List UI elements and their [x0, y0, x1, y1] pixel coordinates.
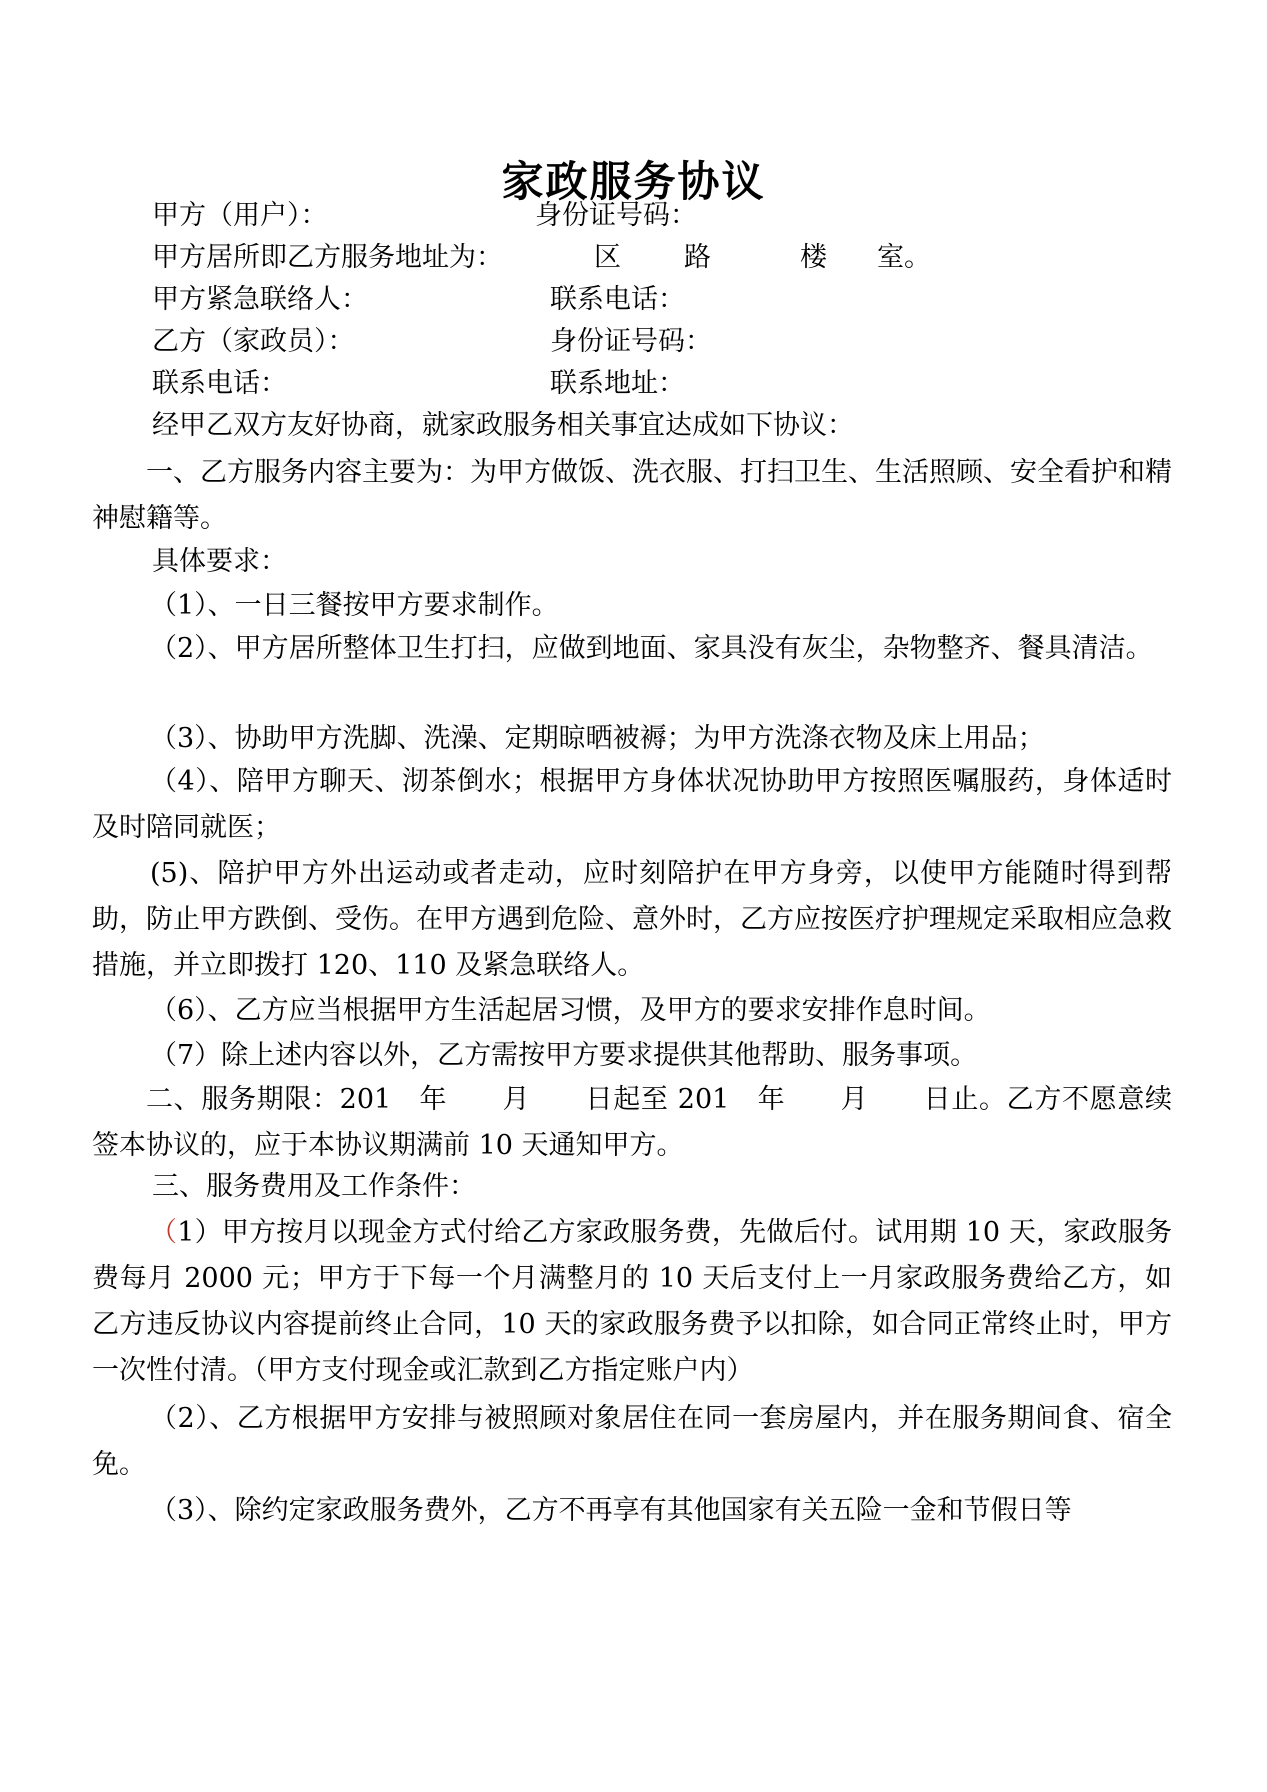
section-2-text: 二、服务期限：201 年 月 日起至 201 年 月 日止。乙方不愿意续签本协议的，应于本协议期满前 10 天通知甲方。	[92, 1084, 1172, 1161]
fee-item-1	[92, 1210, 1172, 1394]
address-room-label: 室。	[877, 242, 931, 273]
address-road-label: 路	[684, 242, 711, 273]
fee-item-3: （3）、除约定家政服务费外，乙方不再享有其他国家有关五险一金和节假日等	[150, 1495, 1072, 1526]
requirements-heading: 具体要求：	[152, 546, 287, 577]
requirement-item-7: （7）除上述内容以外，乙方需按甲方要求提供其他帮助、服务事项。	[150, 1040, 978, 1071]
emergency-phone-label: 联系电话：	[550, 284, 685, 315]
requirement-item-5: (5)、陪护甲方外出运动或者走动，应时刻陪护在甲方身旁，以使甲方能随时得到帮助，防止甲方跌倒、受伤。在甲方遇到危险、意外时，乙方应按医疗护理规定采取相应急救措施，并立即拨打 120、110 及紧急联络人。	[92, 858, 1172, 981]
fee-item-1-text: 1）甲方按月以现金方式付给乙方家政服务费，先做后付。试用期 10 天，家政服务费每月 2000 元；甲方于下每一个月满整月的 10 天后支付上一月家政服务费给乙方，如乙方违反协议内容提前终止合同，10 天的家政服务费予以扣除，如合同正常终止时，甲方一次性付清。（甲方支付现金或汇款到乙方指定账户内）	[92, 1217, 1173, 1386]
party-b-label: 乙方（家政员）：	[152, 326, 355, 357]
party-a-id-label: 身份证号码：	[535, 200, 697, 231]
intro-text: 经甲乙双方友好协商，就家政服务相关事宜达成如下协议：	[152, 410, 854, 441]
emergency-contact-label: 甲方紧急联络人：	[152, 284, 368, 315]
party-b-phone-label: 联系电话：	[152, 368, 287, 399]
requirement-item-1: （1）、一日三餐按甲方要求制作。	[150, 590, 559, 621]
address-building-label: 楼	[800, 242, 827, 273]
party-a-label: 甲方（用户）：	[152, 200, 328, 231]
requirement-item-6: （6）、乙方应当根据甲方生活起居习惯，及甲方的要求安排作息时间。	[150, 995, 991, 1026]
address-district-label: 区	[594, 242, 621, 273]
section-3-heading: 三、服务费用及工作条件：	[152, 1171, 476, 1202]
fee-item-2: （2）、乙方根据甲方安排与被照顾对象居住在同一套房屋内，并在服务期间食、宿全免。	[92, 1403, 1172, 1480]
requirement-item-4: （4）、陪甲方聊天、沏茶倒水；根据甲方身体状况协助甲方按照医嘱服药，身体适时及时陪同就医；	[92, 766, 1172, 843]
address-prefix-label: 甲方居所即乙方服务地址为：	[152, 242, 503, 273]
section-1-text: 一、乙方服务内容主要为：为甲方做饭、洗衣服、打扫卫生、生活照顾、安全看护和精神慰籍等。	[92, 457, 1172, 534]
party-b-address-label: 联系地址：	[550, 368, 685, 399]
document-title: 家政服务协议	[501, 157, 766, 206]
fee-item-1-red-mark: （	[150, 1217, 178, 1248]
requirement-item-2: （2）、甲方居所整体卫生打扫，应做到地面、家具没有灰尘，杂物整齐、餐具清洁。	[150, 633, 1153, 664]
requirement-item-3: （3）、协助甲方洗脚、洗澡、定期晾晒被褥；为甲方洗涤衣物及床上用品；	[150, 723, 1045, 754]
party-b-id-label: 身份证号码：	[550, 326, 712, 357]
